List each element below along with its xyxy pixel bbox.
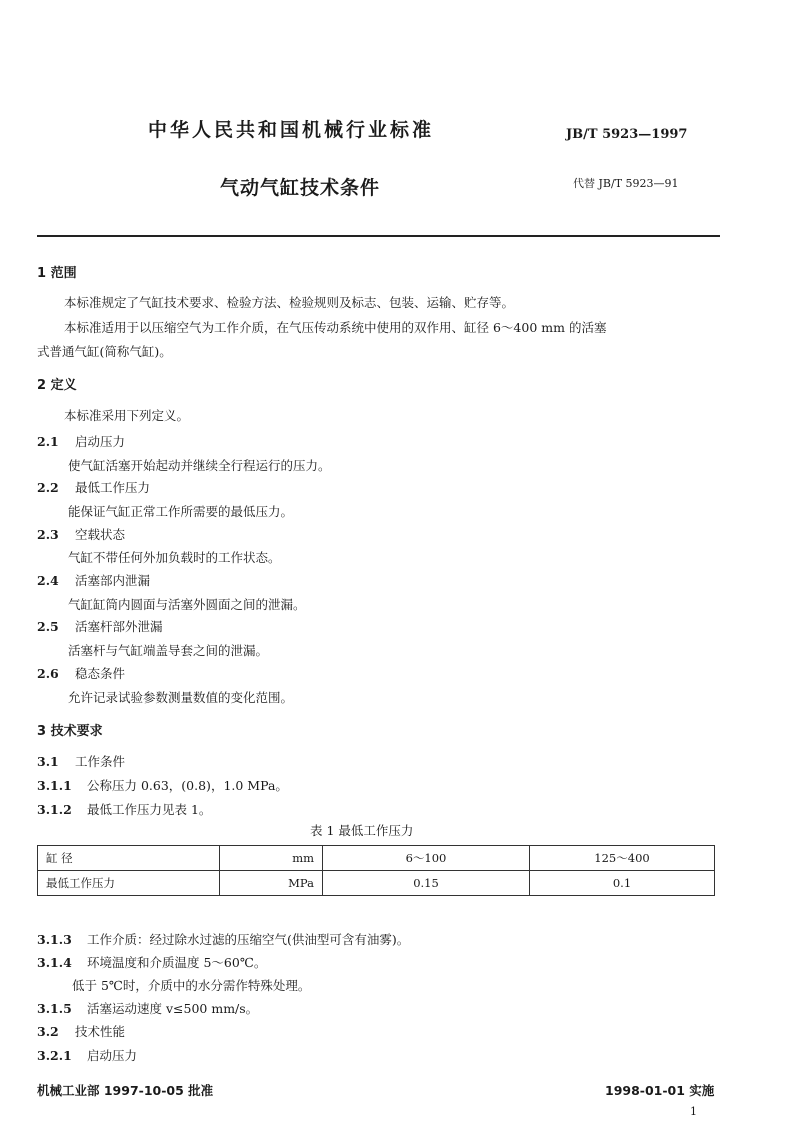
section-1-heading: 1 范围 <box>37 266 77 281</box>
table-cell-pressure-label: 最低工作压力 <box>38 871 220 896</box>
table-cell-pressure-unit: MPa <box>220 871 323 896</box>
section-1-paragraph-2a: 本标准适用于以压缩空气为工作介质，在气压传动系统中使用的双作用、缸径 6～400 mm 的活塞 <box>64 320 607 335</box>
clause-3-2-1: 3.2.1 启动压力 <box>37 1048 138 1063</box>
table-row <box>38 871 715 896</box>
table-cell-bore-label: 缸 径 <box>38 846 220 871</box>
table-cell-pressure-value-2: 0.1 <box>530 871 715 896</box>
clause-3-2: 3.2 技术性能 <box>37 1024 126 1039</box>
clause-3-1: 3.1 工作条件 <box>37 754 126 769</box>
table-1-caption: 表 1 最低工作压力 <box>310 823 414 838</box>
section-2-heading: 2 定义 <box>37 378 77 393</box>
approval-note: 机械工业部 1997-10-05 批准 <box>37 1083 214 1098</box>
clause-3-1-4-note: 低于 5℃时，介质中的水分需作特殊处理。 <box>72 978 311 993</box>
definition-2-2-desc: 能保证气缸正常工作所需要的最低压力。 <box>68 504 294 519</box>
definition-2-5-desc: 活塞杆与气缸端盖导套之间的泄漏。 <box>68 643 269 658</box>
table-cell-bore-range-1: 6～100 <box>323 846 530 871</box>
definition-2-3-term: 2.3 空载状态 <box>37 527 126 542</box>
document-title: 气动气缸技术条件 <box>220 177 381 199</box>
section-1-paragraph-1: 本标准规定了气缸技术要求、检验方法、检验规则及标志、包装、运输、贮存等。 <box>64 295 515 310</box>
header-divider <box>37 235 720 237</box>
clause-3-1-2: 3.1.2 最低工作压力见表 1。 <box>37 802 212 817</box>
clause-3-1-4: 3.1.4 环境温度和介质温度 5～60℃。 <box>37 955 267 970</box>
table-cell-bore-range-2: 125～400 <box>530 846 715 871</box>
table-cell-pressure-value-1: 0.15 <box>323 871 530 896</box>
standard-category-title: 中华人民共和国机械行业标准 <box>148 119 435 141</box>
clause-3-1-5: 3.1.5 活塞运动速度 v≤500 mm/s。 <box>37 1001 259 1016</box>
table-cell-bore-unit: mm <box>220 846 323 871</box>
definition-2-4-term: 2.4 活塞部内泄漏 <box>37 573 151 588</box>
definition-2-2-term: 2.2 最低工作压力 <box>37 480 151 495</box>
definition-2-1-term: 2.1 启动压力 <box>37 434 126 449</box>
definition-2-4-desc: 气缸缸筒内圆面与活塞外圆面之间的泄漏。 <box>68 597 306 612</box>
section-2-intro: 本标准采用下列定义。 <box>64 408 190 423</box>
section-3-heading: 3 技术要求 <box>37 724 103 739</box>
clause-3-1-1: 3.1.1 公称压力 0.63，(0.8)，1.0 MPa。 <box>37 778 288 793</box>
replaces-standard: 代替 JB/T 5923—91 <box>573 177 679 190</box>
definition-2-1-desc: 使气缸活塞开始起动并继续全行程运行的压力。 <box>68 458 331 473</box>
definition-2-6-desc: 允许记录试验参数测量数值的变化范围。 <box>68 690 294 705</box>
effective-date: 1998-01-01 实施 <box>605 1083 715 1098</box>
table-row <box>38 846 715 871</box>
definition-2-3-desc: 气缸不带任何外加负载时的工作状态。 <box>68 550 281 565</box>
section-1-paragraph-2b: 式普通气缸(简称气缸)。 <box>37 344 172 359</box>
definition-2-5-term: 2.5 活塞杆部外泄漏 <box>37 619 163 634</box>
minimum-pressure-table <box>37 845 715 896</box>
clause-3-1-3: 3.1.3 工作介质：经过除水过滤的压缩空气(供油型可含有油雾)。 <box>37 932 410 947</box>
definition-2-6-term: 2.6 稳态条件 <box>37 666 126 681</box>
page-number: 1 <box>690 1105 697 1118</box>
standard-number: JB/T 5923—1997 <box>566 127 688 142</box>
